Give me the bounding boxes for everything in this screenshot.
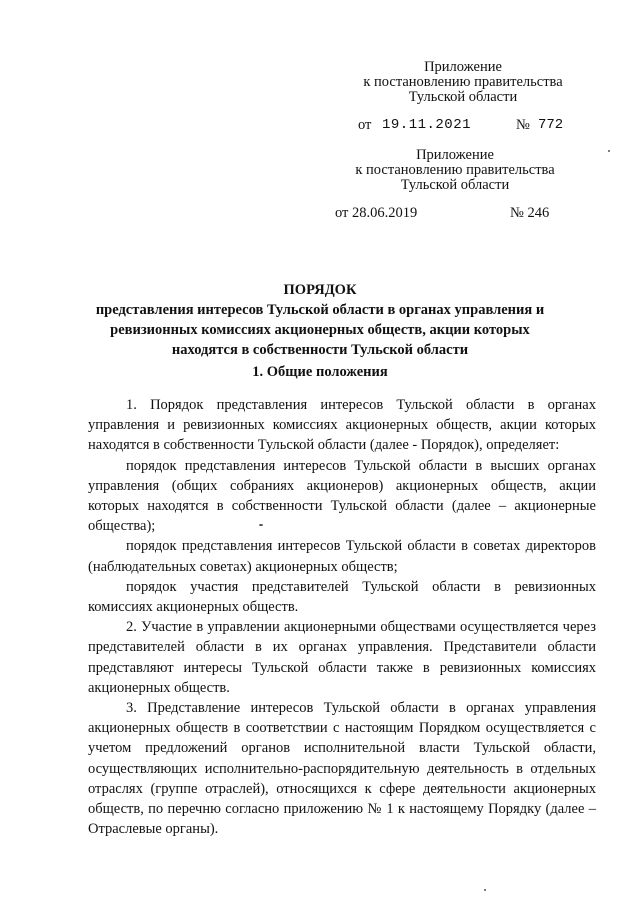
document-subtitle: представления интересов Тульской области в органах управления и ревизионных комиссиях акционерных обществ, акции которых находятся в собственности Тульской области: [95, 302, 545, 358]
resolution-date-number-original: [335, 205, 585, 223]
appendix-region-line: Тульской области: [400, 177, 510, 193]
section-heading: 1. Общие положения: [252, 364, 388, 380]
original-resolution-date: от 28.06.2019: [335, 205, 418, 221]
document-title: ПОРЯДОК: [283, 282, 357, 298]
appendix-label: Приложение: [424, 59, 502, 75]
date-prefix: от: [358, 117, 372, 133]
paragraph: 2. Участие в управлении акционерными обществами осуществляется через представителей области в их органах управления. Представители области представляют интересы Тульской области также в ревизионных комиссиях акционерных обществ.: [88, 619, 596, 696]
scan-speck: [608, 150, 610, 152]
document-title-block: [90, 280, 550, 360]
appendix-header-current: [338, 60, 588, 105]
resolution-date-number-current: [358, 117, 608, 135]
appendix-label: Приложение: [416, 147, 494, 163]
resolution-date: 19.11.2021: [382, 117, 472, 133]
paragraph: 3. Представление интересов Тульской области в органах управления акционерных обществ в соответствии с настоящим Порядком осуществляется с учетом предложений органов исполнительной власти Тульской области, осуществляющих исполнительно-распорядительную деятельность в отдельных отраслях (группе отраслей), относящихся к сфере деятельности акционерных обществ, по перечню согласно приложению № 1 к настоящему Порядку (далее – Отраслевые органы).: [88, 700, 596, 838]
section-body: [88, 395, 596, 839]
scan-speck: [259, 524, 263, 526]
paragraph: порядок представления интересов Тульской области в советах директоров (наблюдательных советах) акционерных обществ;: [88, 538, 596, 575]
appendix-resolution-line: к постановлению правительства: [355, 162, 555, 178]
appendix-region-line: Тульской области: [408, 89, 518, 105]
number-sign: №: [516, 117, 530, 133]
appendix-header-original: [330, 148, 580, 193]
original-resolution-number: № 246: [510, 205, 550, 221]
paragraph: порядок представления интересов Тульской области в высших органах управления (общих собраниях акционеров) акционерных обществ, акции которых находятся в собственности Тульской области (далее – акционерные общества);: [88, 457, 596, 535]
resolution-number: 772: [538, 117, 564, 133]
appendix-resolution-line: к постановлению правительства: [363, 74, 563, 90]
scan-speck: [484, 889, 486, 891]
paragraph: 1. Порядок представления интересов Тульской области в органах управления и ревизионных комиссиях акционерных обществ, акции которых находятся в собственности Тульской области (далее - Порядок), определяет:: [88, 397, 596, 454]
paragraph: порядок участия представителей Тульской области в ревизионных комиссиях акционерных обществ.: [88, 578, 596, 616]
